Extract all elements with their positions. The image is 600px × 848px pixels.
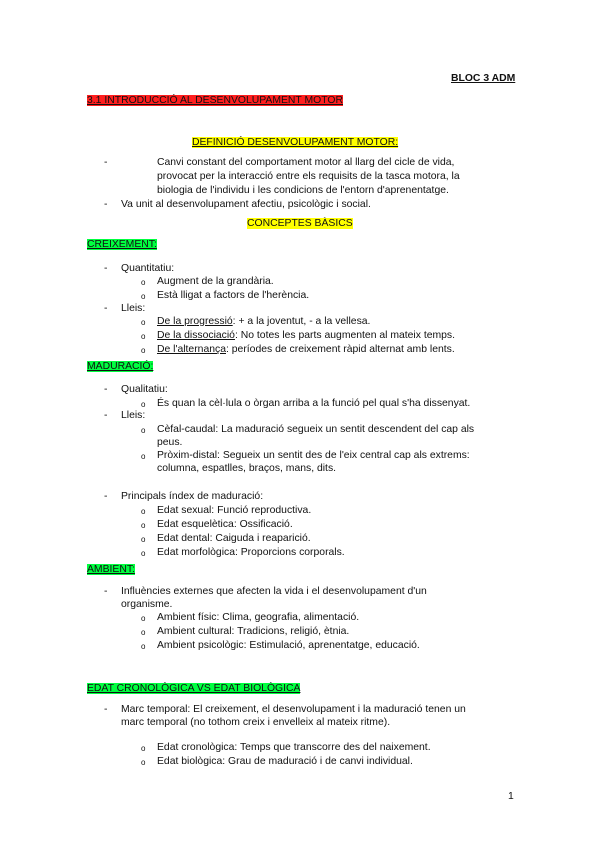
circle-bullet: o — [141, 332, 146, 341]
list-item: De la dissociació: No totes les parts augmenten al mateix temps. — [157, 330, 456, 341]
edat-intro: Marc temporal: El creixement, el desenvolupament i la maduració tenen un — [121, 704, 466, 715]
ambient-intro: Influències externes que afecten la vida i el desenvolupament d'un — [121, 586, 427, 597]
circle-bullet: o — [141, 292, 146, 301]
circle-bullet: o — [141, 744, 146, 753]
circle-bullet: o — [141, 400, 146, 409]
list-item: Augment de la grandària. — [157, 276, 274, 287]
circle-bullet: o — [141, 452, 146, 461]
basic-concepts-heading: CONCEPTES BÀSICS — [247, 218, 353, 229]
definition-line: Va unit al desenvolupament afectiu, psicològic i social. — [121, 199, 371, 210]
list-item: De l'alternança: períodes de creixement ràpid alternat amb lents. — [157, 344, 455, 355]
dash-bullet: - — [104, 157, 108, 168]
circle-bullet: o — [141, 614, 146, 623]
ambient-intro-cont: organisme. — [121, 599, 173, 610]
circle-bullet: o — [141, 278, 146, 287]
circle-bullet: o — [141, 549, 146, 558]
section-title: 3.1 INTRODUCCIÓ AL DESENVOLUPAMENT MOTOR — [87, 95, 343, 106]
definition-heading: DEFINICIÓ DESENVOLUPAMENT MOTOR: — [192, 137, 399, 148]
dash-bullet: - — [104, 384, 108, 395]
circle-bullet: o — [141, 521, 146, 530]
ambient-heading: AMBIENT: — [87, 564, 135, 575]
page-number: 1 — [508, 791, 514, 802]
circle-bullet: o — [141, 628, 146, 637]
list-item: Edat sexual: Funció reproductiva. — [157, 505, 312, 516]
bloc-label: BLOC 3 ADM — [451, 73, 516, 84]
definition-line: provocat per la interacció entre els requisits de la tasca motora, la — [157, 171, 460, 182]
edat-heading: EDAT CRONOLÒGICA VS EDAT BIOLÒGICA — [87, 683, 301, 694]
lleis-label: Lleis: — [121, 303, 146, 314]
circle-bullet: o — [141, 758, 146, 767]
definition-line: Canvi constant del comportament motor al llarg del cicle de vida, — [157, 157, 455, 168]
index-label: Principals índex de maduració: — [121, 491, 264, 502]
definition-line: biologia de l'individu i les condicions de l'entorn d'aprenentatge. — [157, 185, 449, 196]
list-item: Ambient psicològic: Estimulació, aprenentatge, educació. — [157, 640, 420, 651]
list-item-cont: peus. — [157, 437, 183, 448]
dash-bullet: - — [104, 199, 108, 210]
dash-bullet: - — [104, 586, 108, 597]
list-item-cont: columna, espatlles, braços, mans, dits. — [157, 463, 337, 474]
circle-bullet: o — [141, 426, 146, 435]
quantitatiu-label: Quantitatiu: — [121, 263, 175, 274]
list-item: Edat cronològica: Temps que transcorre des del naixement. — [157, 742, 431, 753]
list-item: Edat dental: Caiguda i reaparició. — [157, 533, 311, 544]
qualitatiu-label: Qualitatiu: — [121, 384, 168, 395]
circle-bullet: o — [141, 642, 146, 651]
list-item: Edat morfològica: Proporcions corporals. — [157, 547, 345, 558]
circle-bullet: o — [141, 507, 146, 516]
list-item: Ambient físic: Clima, geografia, alimentació. — [157, 612, 360, 623]
list-item: Edat esquelètica: Ossificació. — [157, 519, 293, 530]
edat-intro-cont: marc temporal (no tothom creix i envelleix al mateix ritme). — [121, 717, 391, 728]
dash-bullet: - — [104, 410, 108, 421]
list-item: Pròxim-distal: Segueix un sentit des de l'eix central cap als extrems: — [157, 450, 470, 461]
circle-bullet: o — [141, 346, 146, 355]
dash-bullet: - — [104, 704, 108, 715]
list-item: És quan la cèl·lula o òrgan arriba a la funció pel qual s'ha dissenyat. — [157, 398, 471, 409]
list-item: Cèfal-caudal: La maduració segueix un sentit descendent del cap als — [157, 424, 475, 435]
list-item: De la progressió: + a la joventut, - a la vellesa. — [157, 316, 371, 327]
list-item: Edat biològica: Grau de maduració i de canvi individual. — [157, 756, 413, 767]
maduracio-heading: MADURACIÓ: — [87, 361, 154, 372]
creixement-heading: CREIXEMENT: — [87, 239, 157, 250]
circle-bullet: o — [141, 318, 146, 327]
lleis-label: Lleis: — [121, 410, 146, 421]
list-item: Ambient cultural: Tradicions, religió, ètnia. — [157, 626, 350, 637]
circle-bullet: o — [141, 535, 146, 544]
dash-bullet: - — [104, 491, 108, 502]
dash-bullet: - — [104, 303, 108, 314]
dash-bullet: - — [104, 263, 108, 274]
list-item: Està lligat a factors de l'herència. — [157, 290, 310, 301]
